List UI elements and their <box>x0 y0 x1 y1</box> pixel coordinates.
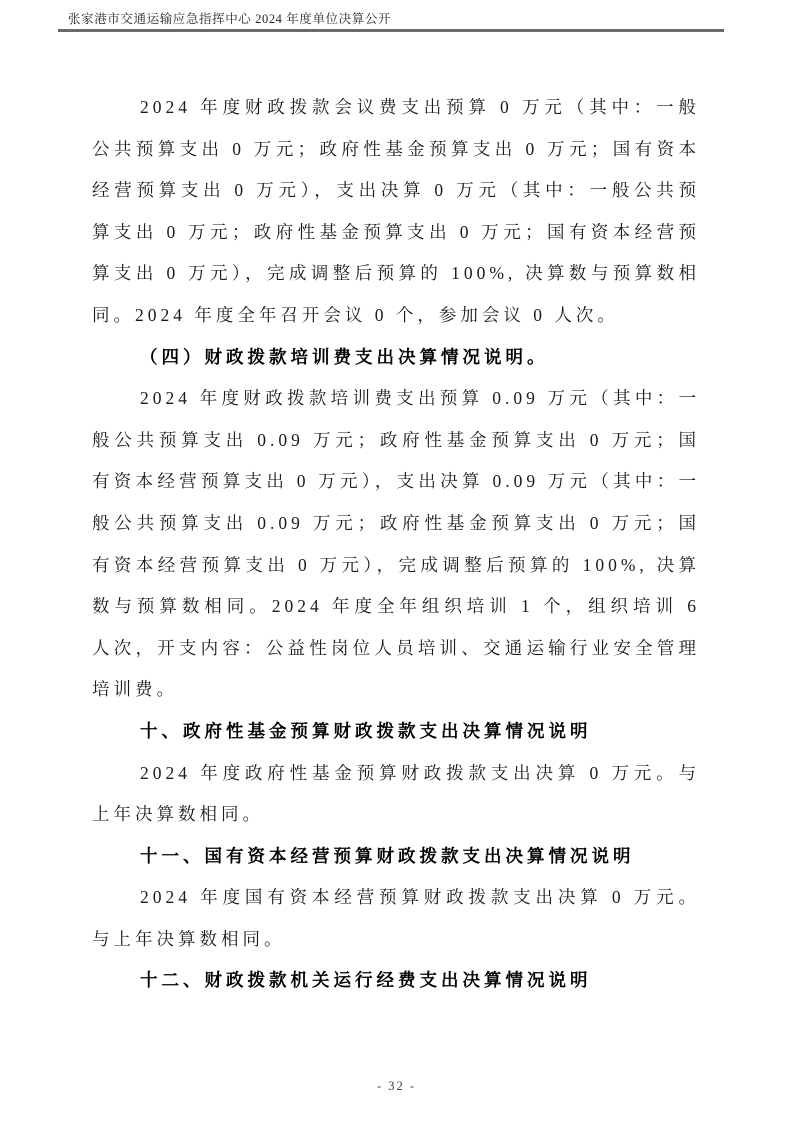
paragraph-training-fee: 2024 年度财政拨款培训费支出预算 0.09 万元（其中：一般公共预算支出 0.09 万元；政府性基金预算支出 0 万元；国有资本经营预算支出 0 万元），支出决算 0.09 万元（其中：一般公共预算支出 0.09 万元；政府性基金预算支出 0 万元；国有资本经营预算支出 0 万元），完成调整后预算的 100%, 决算数与预算数相同。2024 年度全年组织培训 1 个，组织培训 6 人次，开支内容：公益性岗位人员培训、交通运输行业安全管理培训费。 <box>92 388 700 700</box>
section-heading-11-state-capital: 十一、国有资本经营预算财政拨款支出决算情况说明 <box>140 845 635 866</box>
paragraph-gov-fund: 2024 年度政府性基金预算财政拨款支出决算 0 万元。与上年决算数相同。 <box>92 762 700 825</box>
paragraph-conference-fee: 2024 年度财政拨款会议费支出预算 0 万元（其中：一般公共预算支出 0 万元；政府性基金预算支出 0 万元；国有资本经营预算支出 0 万元），支出决算 0 万元（其中：一般公共预算支出 0 万元；政府性基金预算支出 0 万元；国有资本经营预算支出 0 万元），完成调整后预算的 100%, 决算数与预算数相同。2024 年度全年召开会议 0 个，参加会议 0 人次。 <box>92 97 700 325</box>
header-rule <box>58 29 724 32</box>
page-number: - 32 - <box>376 1079 417 1093</box>
section-heading-training-fee: （四）财政拨款培训费支出决算情况说明。 <box>140 346 549 367</box>
section-heading-10-gov-fund: 十、政府性基金预算财政拨款支出决算情况说明 <box>140 720 592 741</box>
header-title: 张家港市交通运输应急指挥中心 2024 年度单位决算公开 <box>68 12 392 26</box>
document-body <box>92 87 700 1002</box>
page-footer <box>0 1077 793 1095</box>
paragraph-state-capital: 2024 年度国有资本经营预算财政拨款支出决算 0 万元。与上年决算数相同。 <box>92 887 700 949</box>
page-header <box>58 12 724 32</box>
section-heading-12-operating-expense: 十二、财政拨款机关运行经费支出决算情况说明 <box>140 970 592 991</box>
